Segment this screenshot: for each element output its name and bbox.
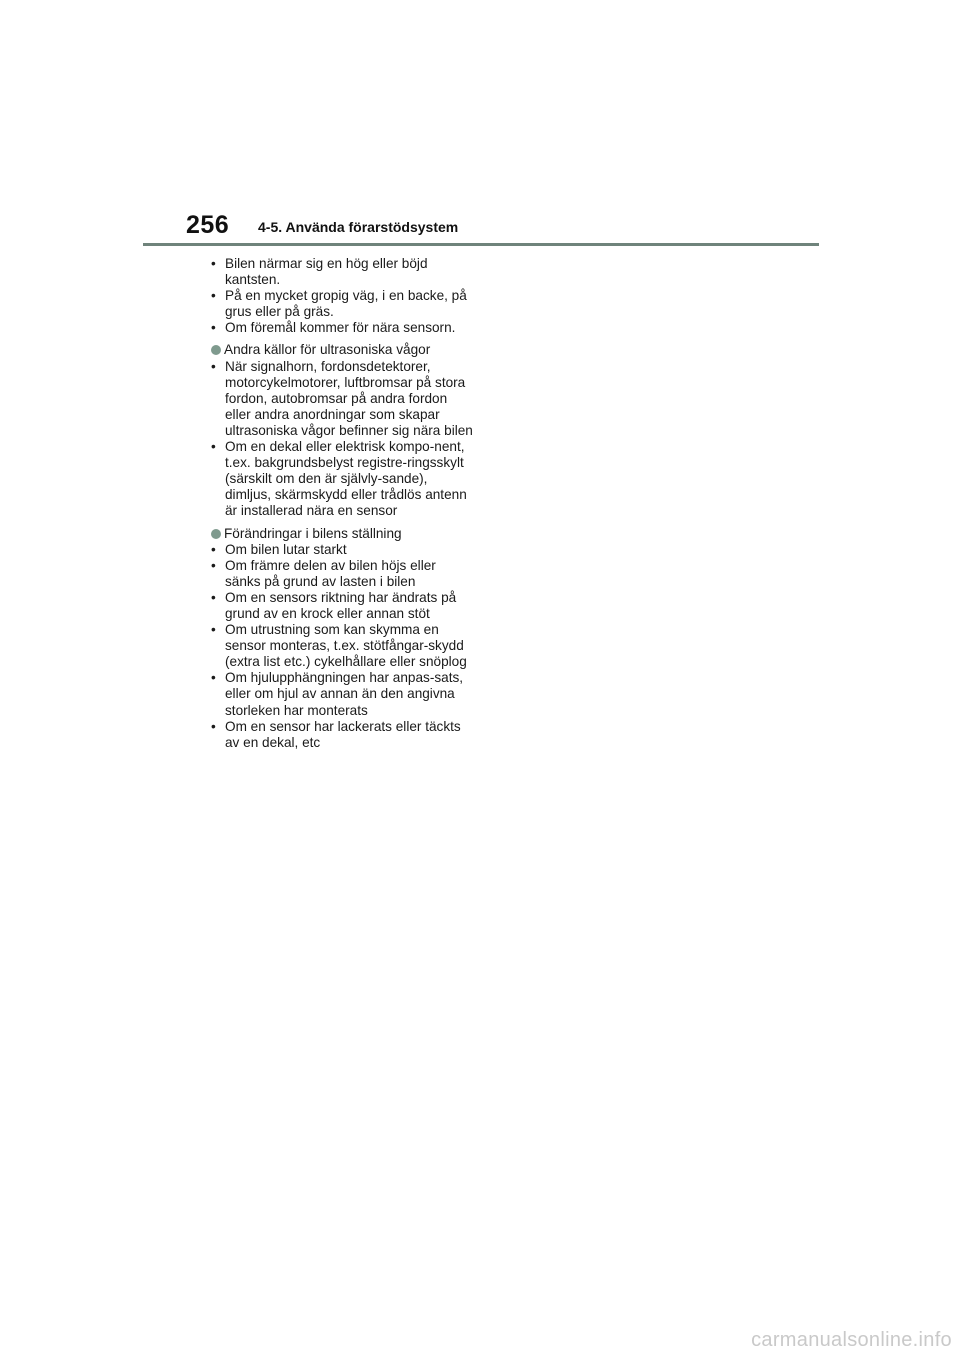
list-item: • Om utrustning som kan skymma en sensor monteras, t.ex. stötfångar-skydd (extra list etc.) cykelhållare eller snöplog xyxy=(211,622,467,670)
group-list xyxy=(211,542,473,751)
group-heading: Förändringar i bilens ställning xyxy=(211,526,473,542)
circle-bullet-icon xyxy=(211,529,221,539)
page-header xyxy=(0,0,960,250)
bullet-icon: • xyxy=(211,670,216,686)
list-item: • Om föremål kommer för nära sensorn. xyxy=(211,320,456,336)
bullet-icon: • xyxy=(211,439,216,455)
list-item: • Om bilen lutar starkt xyxy=(211,541,347,557)
list-item: • Om hjulupphängningen har anpas-sats, eller om hjul av annan än den angivna storleken har monterats xyxy=(211,670,464,718)
bullet-icon: • xyxy=(211,358,216,374)
list-item: • På en mycket gropig väg, i en backe, på grus eller på gräs. xyxy=(211,288,467,320)
group-list xyxy=(211,359,473,520)
group-heading: Andra källor för ultrasoniska vågor xyxy=(211,342,473,358)
list-item: • När signalhorn, fordonsdetektorer, motorcykelmotorer, luftbromsar på stora fordon, autobromsar på andra fordon eller andra anordningar som skapar ultrasoniska vågor befinner sig nära bilen xyxy=(211,358,473,438)
list-item: • Om en dekal eller elektrisk kompo-nent, t.ex. bakgrundsbelyst registre-ringsskylt (särskilt om den är självly-sande), dimljus, skärmskydd eller trådlös antenn är installerad nära en sensor xyxy=(211,439,467,519)
bullet-icon: • xyxy=(211,589,216,605)
group-vehicle-posture xyxy=(211,526,473,751)
bullet-icon: • xyxy=(211,256,216,271)
list-item: • Om främre delen av bilen höjs eller sänks på grund av lasten i bilen xyxy=(211,557,436,589)
page-content xyxy=(211,256,473,751)
bullet-icon: • xyxy=(211,622,216,638)
section-title: 4-5. Använda förarstödsystem xyxy=(258,219,459,235)
bullet-icon: • xyxy=(211,541,216,557)
bullet-icon: • xyxy=(211,557,216,573)
list-item: • Om en sensors riktning har ändrats på grund av en krock eller annan stöt xyxy=(211,589,457,621)
page-number: 256 xyxy=(186,211,230,239)
list-item: • Bilen närmar sig en hög eller böjd kantsten. xyxy=(211,256,428,288)
bullet-icon: • xyxy=(211,320,216,336)
circle-bullet-icon xyxy=(211,345,221,355)
bullet-icon: • xyxy=(211,288,216,304)
header-divider xyxy=(143,243,819,246)
group-ultrasonic-sources xyxy=(211,342,473,519)
watermark-brand: carmanualsonline.info xyxy=(751,1329,952,1351)
list-item: • Om en sensor har lackerats eller täckts av en dekal, etc xyxy=(211,718,461,750)
intro-list xyxy=(211,256,473,336)
bullet-icon: • xyxy=(211,718,216,734)
